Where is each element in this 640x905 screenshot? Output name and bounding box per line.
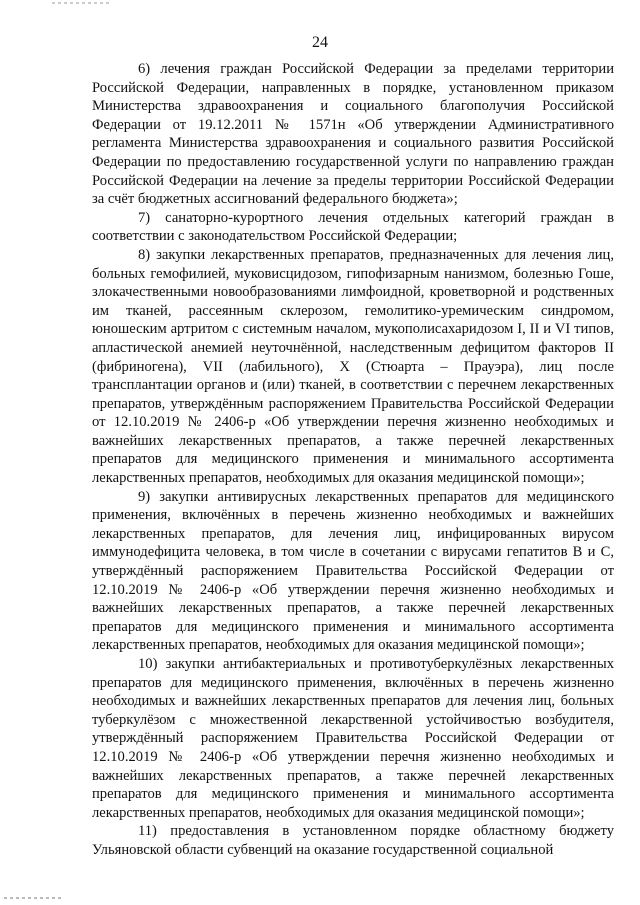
page-number: 24	[312, 34, 328, 51]
paragraph-item-8: 8) закупки лекарственных препаратов, предназначенных для лечения лиц, больных гемофилией, муковисцидозом, гипофизарным нанизмом, болезнью Гоше, злокачественными новообразованиями лимфоидной, кроветворной и родственных им тканей, рассеянным склерозом, гемолитико-уремическим синдромом, юношеским артритом с системным началом, мукополисахаридозом I, II и VI типов, апластической анемией неуточнённой, наследственным дефицитом факторов II (фибриногена), VII (лабильного), X (Стюарта – Прауэра), лиц после трансплантации органов и (или) тканей, в соответствии с перечнем лекарственных препаратов, утверждённым распоряжением Правительства Российской Федерации от 12.10.2019 № 2406-р «Об утверждении перечня жизненно необходимых и важнейших лекарственных препаратов, а также перечней лекарственных препаратов для медицинского применения и минимального ассортимента лекарственных препаратов, необходимых для оказания медицинской помощи»;	[92, 246, 614, 487]
scan-artifact-top	[52, 2, 112, 4]
paragraph-item-9: 9) закупки антивирусных лекарственных препаратов для медицинского применения, включённых в перечень жизненно необходимых и важнейших лекарственных препаратов, для лечения лиц, инфицированных вирусом иммунодефицита человека, в том числе в сочетании с вирусами гепатитов В и С, утверждённый распоряжением Правительства Российской Федерации от 12.10.2019 № 2406-р «Об утверждении перечня жизненно необходимых и важнейших лекарственных препаратов, а также перечней лекарственных препаратов для медицинского применения и минимального ассортимента лекарственных препаратов, необходимых для оказания медицинской помощи»;	[92, 488, 614, 654]
paragraph-item-6: 6) лечения граждан Российской Федерации за пределами территории Российской Федерации, направленных в порядке, установленном приказом Министерства здравоохранения и социального благополучия Российской Федерации от 19.12.2011 № 1571н «Об утверждении Административного регламента Министерства здравоохранения и социального развития Российской Федерации по предоставлению государственной услуги по направлению граждан Российской Федерации на лечение за пределы территории Российской Федерации за счёт бюджетных ассигнований федерального бюджета»;	[92, 61, 614, 208]
document-body	[92, 60, 614, 860]
scan-artifact-bottom	[4, 897, 64, 899]
paragraph-item-11: 11) предоставления в установленном порядке областному бюджету Ульяновской области субвенций на оказание государственной социальной	[92, 823, 614, 858]
paragraph-item-7: 7) санаторно-курортного лечения отдельных категорий граждан в соответствии с законодательством Российской Федерации;	[92, 209, 614, 245]
paragraph-item-10: 10) закупки антибактериальных и противотуберкулёзных лекарственных препаратов для медицинского применения, включённых в перечень жизненно необходимых и важнейших лекарственных препаратов для лечения лиц, больных туберкулёзом с множественной лекарственной устойчивостью возбудителя, утверждённый распоряжением Правительства Российской Федерации от 12.10.2019 № 2406-р «Об утверждении перечня жизненно необходимых и важнейших лекарственных препаратов, а также перечней лекарственных препаратов для медицинского применения и минимального ассортимента лекарственных препаратов, необходимых для оказания медицинской помощи»;	[92, 656, 614, 821]
